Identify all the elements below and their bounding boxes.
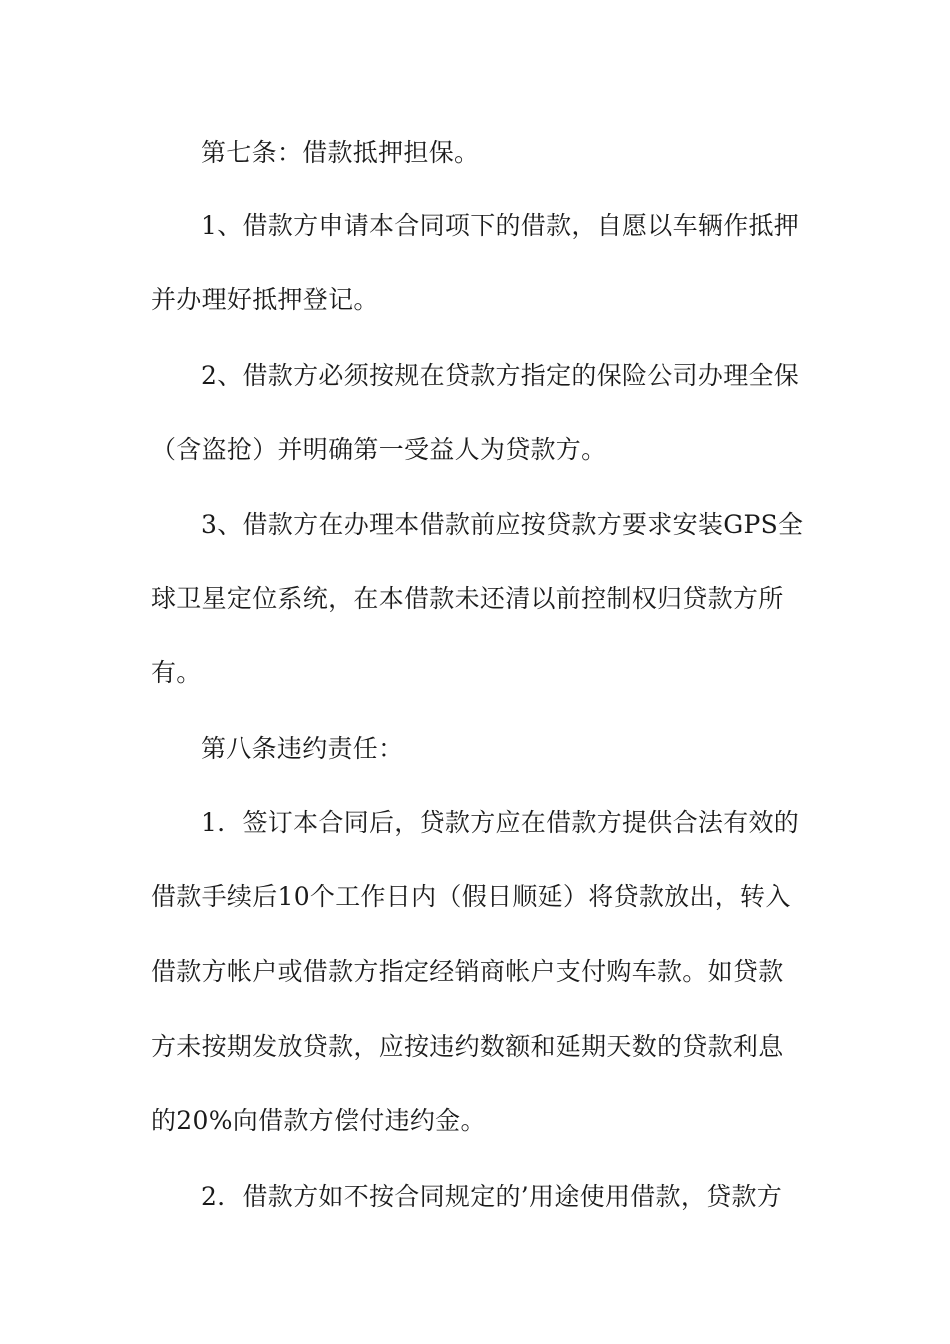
- paragraph-line: 方未按期发放贷款，应按违约数额和延期天数的贷款利息: [151, 1032, 784, 1061]
- paragraph-line: 1．签订本合同后，贷款方应在借款方提供合法有效的: [201, 808, 800, 837]
- paragraph-line: 有。: [151, 658, 202, 687]
- paragraph-line: 借款方帐户或借款方指定经销商帐户支付购车款。如贷款: [151, 957, 784, 986]
- paragraph-line: 的20%向借款方偿付违约金。: [151, 1106, 486, 1135]
- paragraph-line: 2．借款方如不按合同规定的’用途使用借款，贷款方: [201, 1182, 783, 1211]
- paragraph-line: 1、借款方申请本合同项下的借款，自愿以车辆作抵押: [201, 211, 800, 240]
- article-7-heading: 第七条：借款抵押担保。: [201, 138, 480, 167]
- paragraph-line: （含盗抢）并明确第一受益人为贷款方。: [151, 435, 607, 464]
- paragraph-line: 并办理好抵押登记。: [151, 285, 379, 314]
- article-8-heading: 第八条违约责任：: [201, 734, 404, 763]
- paragraph-line: 借款手续后10个工作日内（假日顺延）将贷款放出，转入: [151, 882, 791, 911]
- paragraph-line: 3、借款方在办理本借款前应按贷款方要求安装GPS全: [201, 510, 804, 539]
- paragraph-line: 2、借款方必须按规在贷款方指定的保险公司办理全保: [201, 361, 800, 390]
- paragraph-line: 球卫星定位系统，在本借款未还清以前控制权归贷款方所: [151, 584, 784, 613]
